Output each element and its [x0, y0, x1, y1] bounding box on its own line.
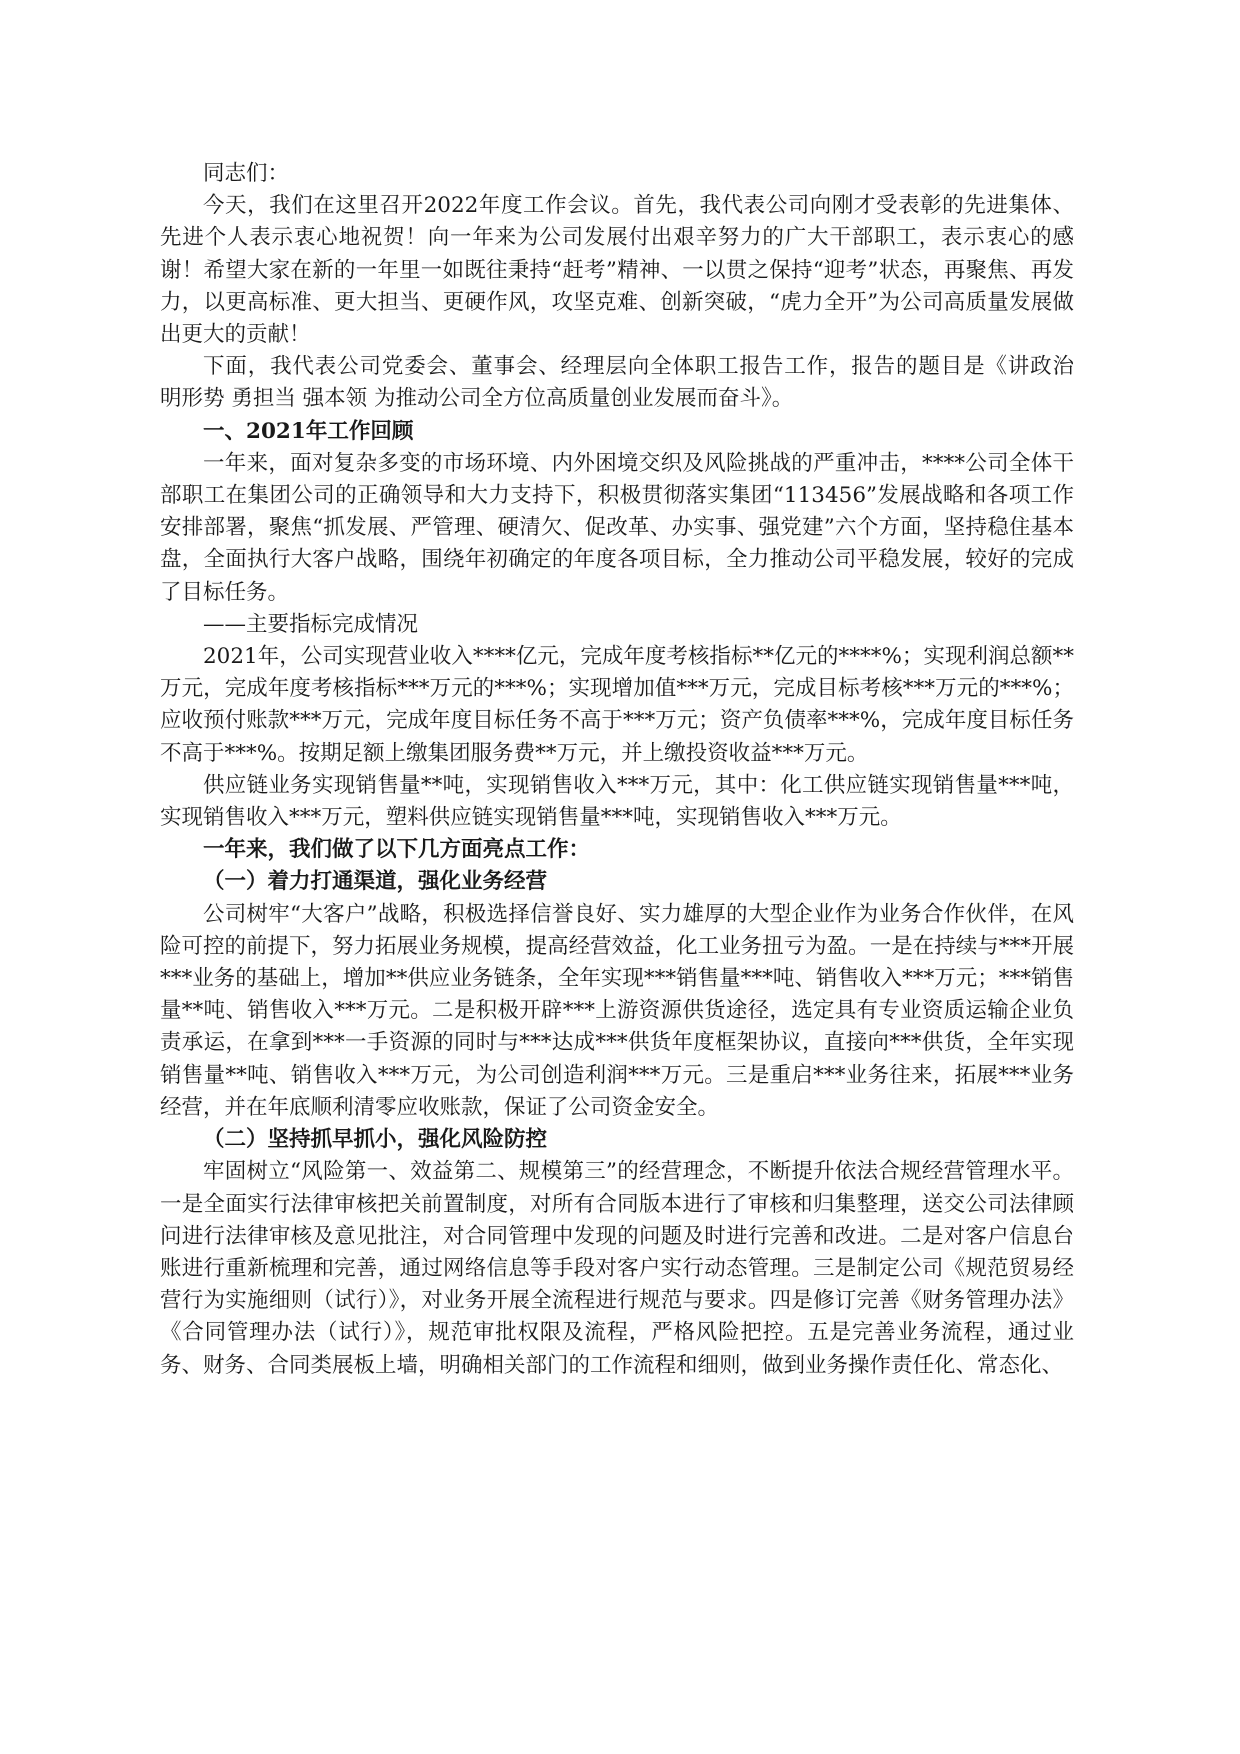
subsection-1-paragraph: 公司树牢“大客户”战略，积极选择信誉良好、实力雄厚的大型企业作为业务合作伙伴，在风险可控的前提下，努力拓展业务规模，提高经营效益，化工业务扭亏为盈。一是在持续与***开展***业务的基础上，增加**供应业务链条，全年实现***销售量***吨、销售收入***万元；***销售量**吨、销售收入***万元。二是积极开辟***上游资源供货途径，选定具有专业资质运输企业负责承运，在拿到***一手资源的同时与***达成***供货年度框架协议，直接向***供货，全年实现销售量**吨、销售收入***万元，为公司创造利润***万元。三是重启***业务往来，拓展***业务经营，并在年底顺利清零应收账款，保证了公司资金安全。: [160, 901, 1074, 1120]
review-paragraph: 一年来，面对复杂多变的市场环境、内外困境交织及风险挑战的严重冲击，****公司全体干部职工在集团公司的正确领导和大力支持下，积极贯彻落实集团“113456”发展战略和各项工作安排部署，聚焦“抓发展、严管理、硬清欠、促改革、办实事、强党建”六个方面，坚持稳住基本盘，全面执行大客户战略，围绕年初确定的年度各项目标，全力推动公司平稳发展，较好的完成了目标任务。: [160, 450, 1074, 605]
opening-paragraph: 今天，我们在这里召开2022年度工作会议。首先，我代表公司向刚才受表彰的先进集体、先进个人表示衷心地祝贺！向一年来为公司发展付出艰辛努力的广大干部职工，表示衷心的感谢！希望大家在新的一年里一如既往秉持“赶考”精神、一以贯之保持“迎考”状态，再聚焦、再发力，以更高标准、更大担当、更硬作风，攻坚克难、创新突破，“虎力全开”为公司高质量发展做出更大的贡献！: [160, 193, 1074, 348]
report-title-paragraph: 下面，我代表公司党委会、董事会、经理层向全体职工报告工作，报告的题目是《讲政治 明形势 勇担当 强本领 为推动公司全方位高质量创业发展而奋斗》。: [160, 354, 1096, 412]
subsection-2-paragraph: 牢固树立“风险第一、效益第二、规模第三”的经营理念，不断提升依法合规经营管理水平。一是全面实行法律审核把关前置制度，对所有合同版本进行了审核和归集整理，送交公司法律顾问进行法律审核及意见批注，对合同管理中发现的问题及时进行完善和改进。二是对客户信息台账进行重新梳理和完善，通过网络信息等手段对客户实行动态管理。三是制定公司《规范贸易经营行为实施细则（试行）》，对业务开展全流程进行规范与要求。四是修订完善《财务管理办法》《合同管理办法（试行）》，规范审批权限及流程，严格风险把控。五是完善业务流程，通过业务、财务、合同类展板上墙，明确相关部门的工作流程和细则，做到业务操作责任化、常态化、: [160, 1159, 1074, 1378]
document-body: [160, 158, 1096, 1382]
subsection-heading-1: （一）着力打通渠道，强化业务经营: [203, 869, 548, 895]
subsection-heading-2: （二）坚持抓早抓小，强化风险防控: [203, 1127, 548, 1153]
indicators-heading: ——主要指标完成情况: [203, 611, 419, 637]
section-heading-2021-review: 一、2021年工作回顾: [203, 418, 414, 444]
highlights-heading: 一年来，我们做了以下几方面亮点工作：: [203, 837, 591, 863]
salutation: 同志们：: [203, 161, 290, 186]
indicators-paragraph: 2021年，公司实现营业收入****亿元，完成年度考核指标**亿元的****%；实现利润总额**万元，完成年度考核指标***万元的***%；实现增加值***万元，完成目标考核***万元的***%；应收预付账款***万元，完成年度目标任务不高于***万元；资产负债率***%，完成年度目标任务不高于***%。按期足额上缴集团服务费**万元，并上缴投资收益***万元。: [160, 644, 1074, 766]
supply-chain-paragraph: 供应链业务实现销售量**吨，实现销售收入***万元，其中：化工供应链实现销售量***吨，实现销售收入***万元，塑料供应链实现销售量***吨，实现销售收入***万元。: [160, 772, 1074, 831]
